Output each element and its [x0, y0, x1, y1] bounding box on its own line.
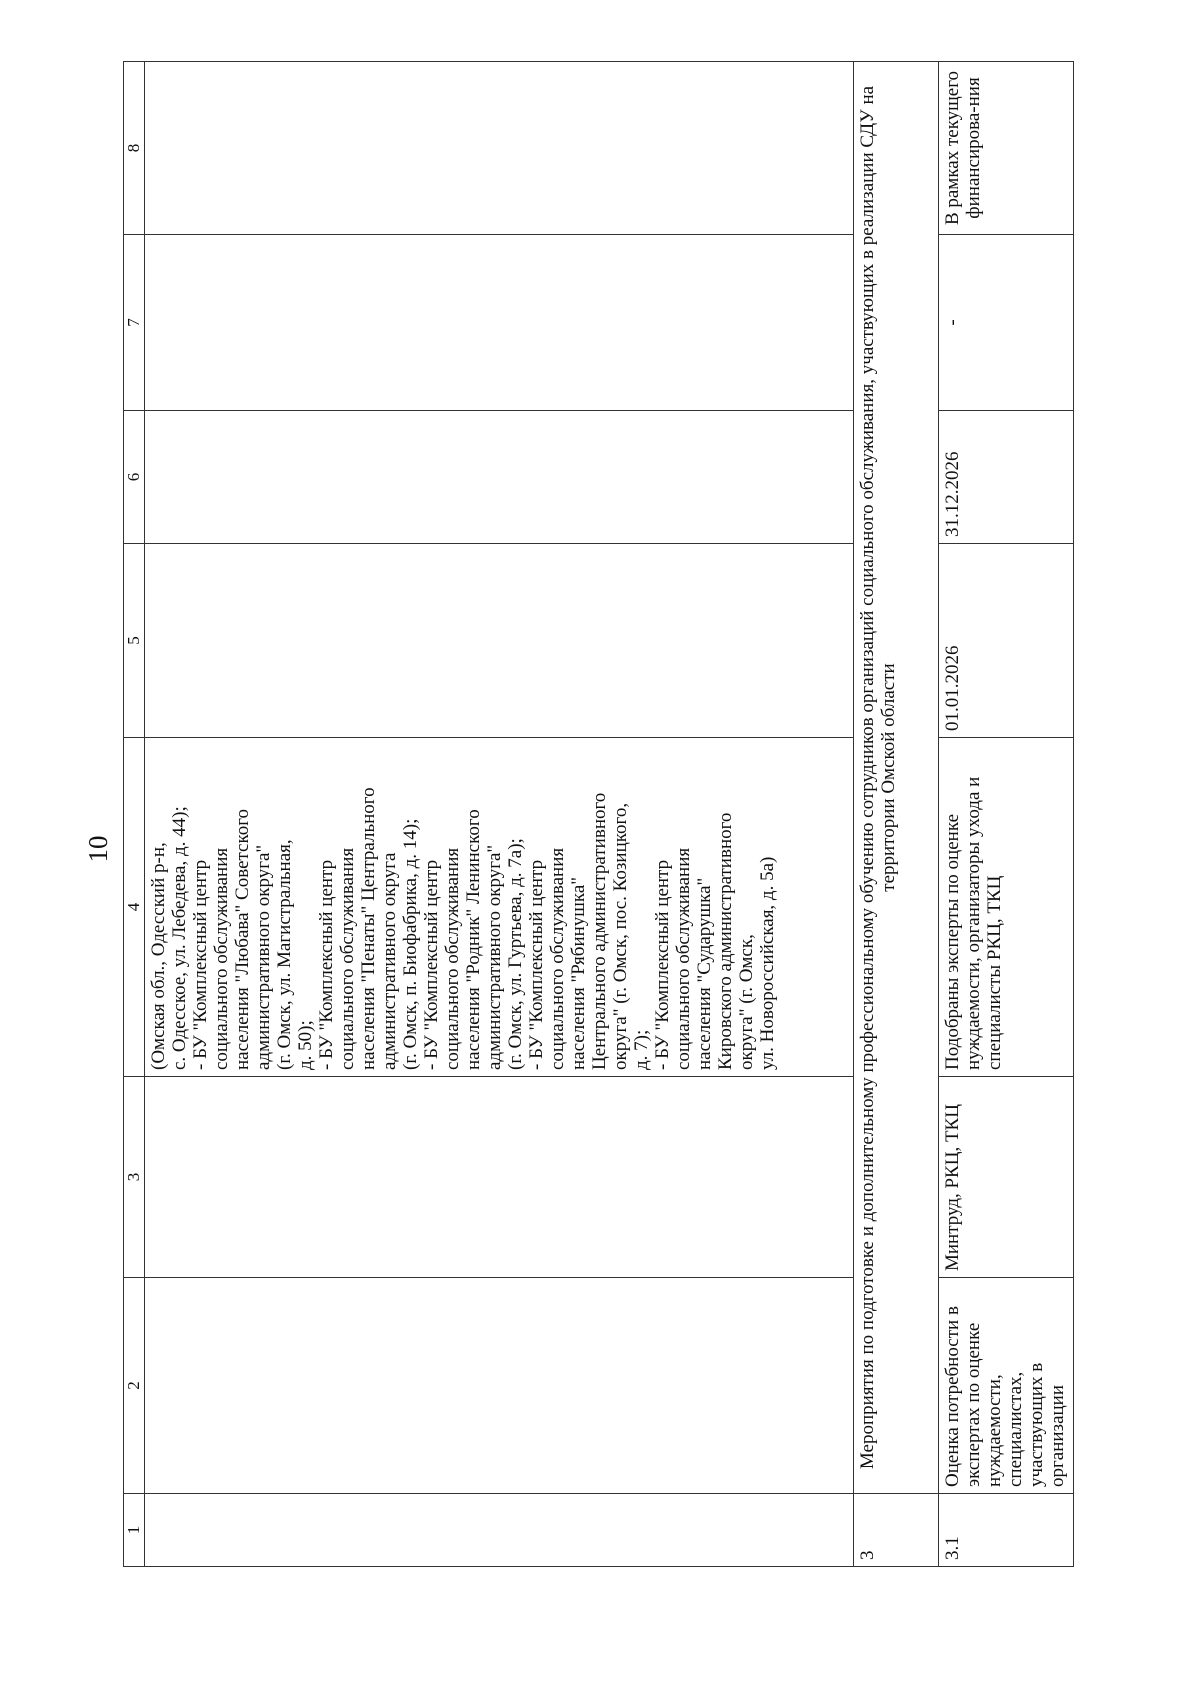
institution-line: социального обслуживания [442, 847, 463, 1070]
item-executors: Минтруд, РКЦ, ТКЦ [939, 1077, 1074, 1278]
institution-line: населения "Родник" Ленинского [463, 809, 484, 1070]
institution-line: административного округа [379, 852, 400, 1070]
table-cell [145, 1278, 854, 1494]
institution-line: административного округа" [484, 844, 505, 1070]
institution-line: социального обслуживания [673, 847, 694, 1070]
column-number-row [124, 62, 145, 1567]
institution-line: д. 50); [295, 1020, 316, 1070]
institution-line: социального обслуживания [211, 847, 232, 1070]
institution-line: (г. Омск, п. Биофабрика, д. 14); [400, 818, 421, 1070]
institution-line: округа" (г. Омск, пос. Козицкого, [610, 802, 631, 1070]
institution-line: (г. Омск, ул. Гуртьева, д. 7а); [505, 838, 526, 1070]
institution-line: (Омская обл., Одесский р-н, [148, 842, 169, 1070]
table-cell [145, 235, 854, 411]
table-cell [145, 411, 854, 544]
item-funding-source: В рамках текущего финансирова-ния [939, 62, 1074, 235]
institution-line: д. 7); [631, 1029, 652, 1070]
table-cell [145, 62, 854, 235]
institution-line: Кировского административного [715, 812, 736, 1070]
column-number: 3 [124, 1077, 145, 1278]
column-number: 1 [124, 1494, 145, 1567]
table-row [939, 62, 1074, 1567]
column-number: 7 [124, 235, 145, 411]
institution-line: ул. Новороссийская, д. 5а) [757, 856, 778, 1070]
institution-line: социального обслуживания [547, 847, 568, 1070]
item-end-date: 31.12.2026 [939, 411, 1074, 544]
institution-line: с. Одесское, ул. Лебедева, д. 44); [169, 806, 190, 1070]
table-cell [145, 544, 854, 738]
section-title: Мероприятия по подготовке и дополнительному профессиональному обучению сотрудников организаций социального обслуживания, участвующих в реализации СДУ на территории Омской области [854, 62, 939, 1494]
table-cell [145, 1077, 854, 1278]
page-number: 10 [83, 835, 113, 863]
institution-line: населения "Пенаты" Центрального [358, 787, 379, 1070]
item-result: Подобраны эксперты по оценке нуждаемости, организаторы ухода и специалисты РКЦ, ТКЦ [939, 738, 1074, 1077]
institution-line: - БУ "Комплексный центр [421, 859, 442, 1070]
institution-line: населения "Любава" Советского [232, 808, 253, 1070]
institution-line: населения "Рябинушка" [568, 876, 589, 1070]
section-number: 3 [854, 1494, 939, 1567]
continuation-row [145, 62, 854, 1567]
institution-line: социального обслуживания [337, 847, 358, 1070]
institution-line: Центрального административного [589, 792, 610, 1070]
section-row [854, 62, 939, 1567]
institution-line: - БУ "Комплексный центр [316, 859, 337, 1070]
institution-line: административного округа" [253, 844, 274, 1070]
item-name: Оценка потребности в экспертах по оценке нуждаемости, специалистах, участвующих в организации [939, 1278, 1074, 1494]
item-start-date: 01.01.2026 [939, 544, 1074, 738]
institution-line: - БУ "Комплексный центр [190, 859, 211, 1070]
institution-line: (г. Омск, ул. Магистральная, [274, 839, 295, 1070]
institution-line: населения "Сударушка" [694, 877, 715, 1070]
institution-line: - БУ "Комплексный центр [652, 859, 673, 1070]
column-number: 6 [124, 411, 145, 544]
institution-line: округа" (г. Омск, [736, 934, 757, 1070]
table-cell [145, 1494, 854, 1567]
item-number: 3.1 [939, 1494, 1074, 1567]
column-number: 4 [124, 738, 145, 1077]
institution-line: - БУ "Комплексный центр [526, 859, 547, 1070]
column-number: 5 [124, 544, 145, 738]
rotated-table-sheet [123, 62, 1079, 1567]
column-number: 8 [124, 62, 145, 235]
institution-list-cell [145, 738, 854, 1077]
plan-table [123, 61, 1074, 1567]
column-number: 2 [124, 1278, 145, 1494]
item-funding-amount: - [939, 235, 1074, 411]
